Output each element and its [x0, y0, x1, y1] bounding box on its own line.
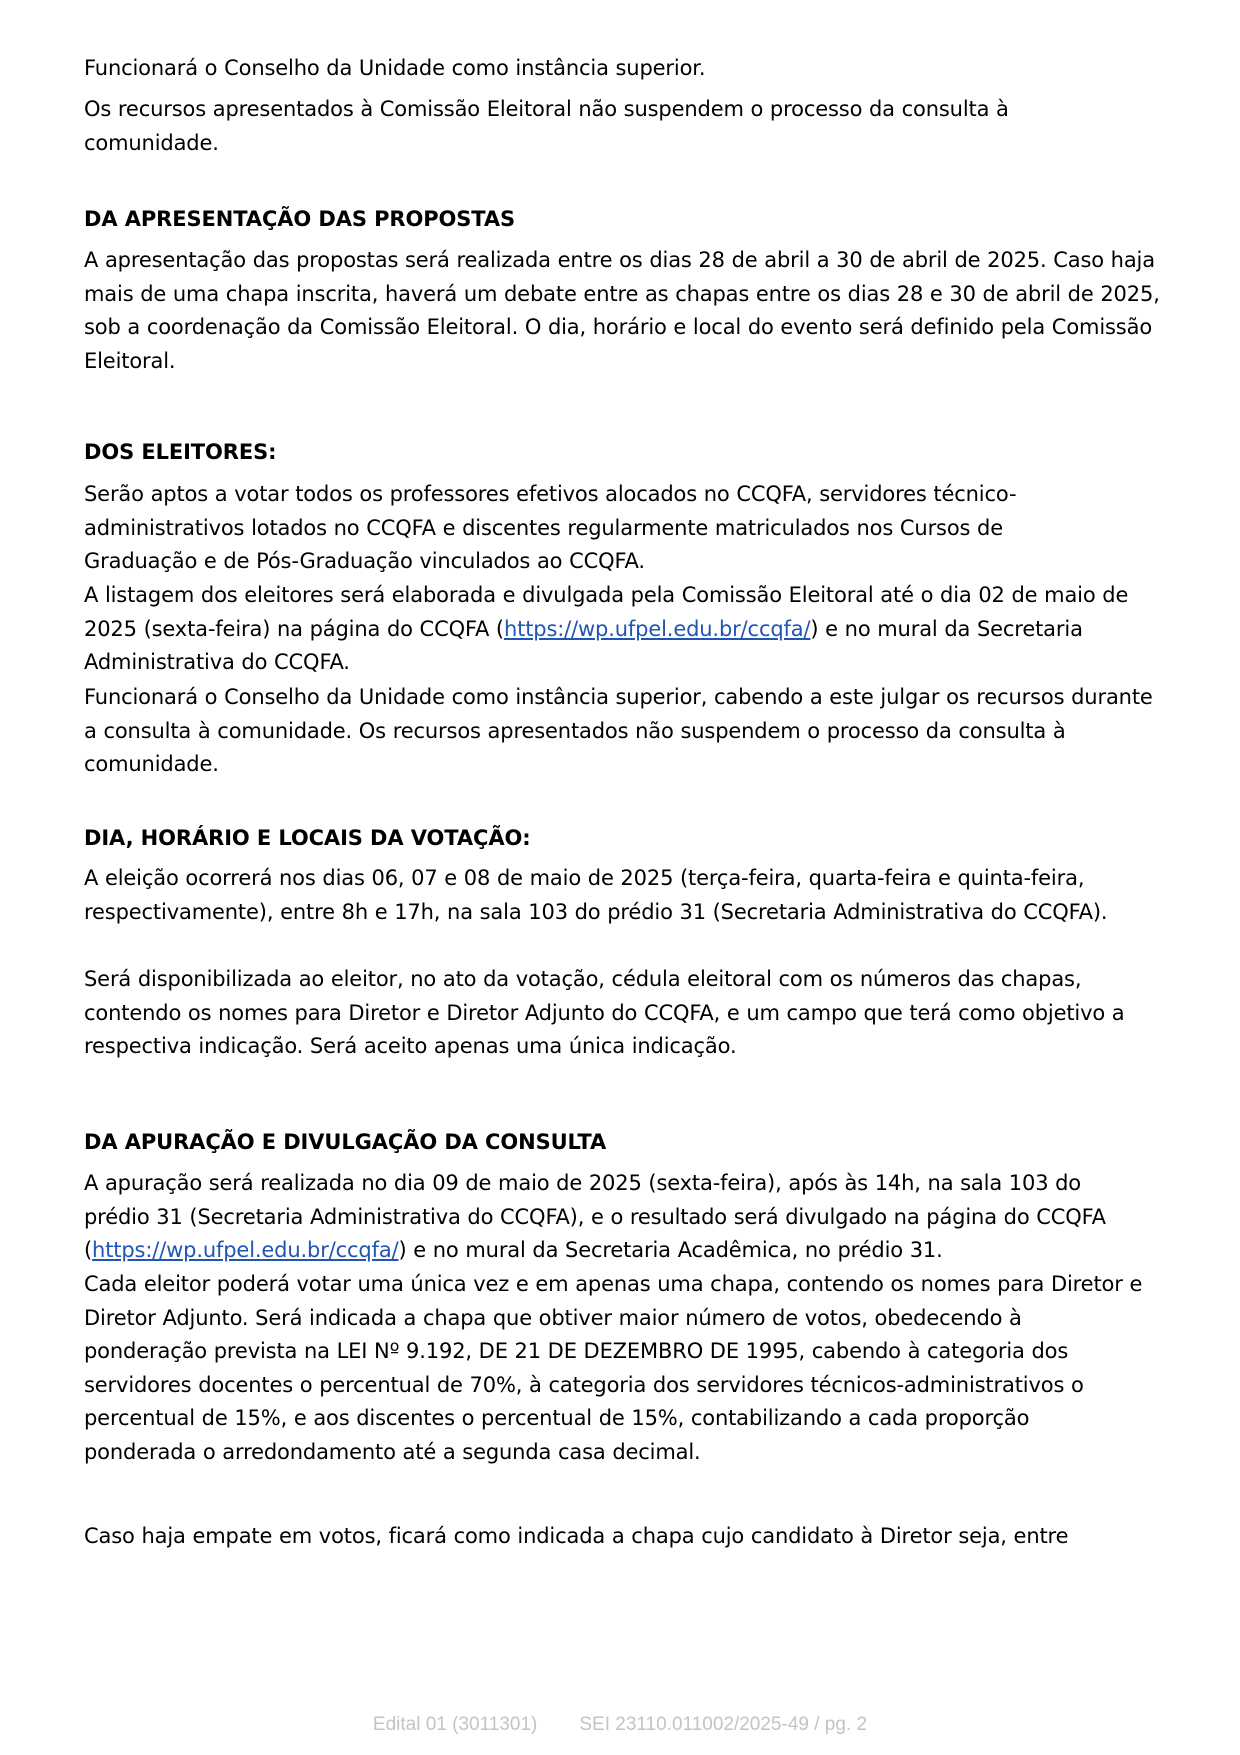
paragraph-text: ) e no mural da Secretaria Acadêmica, no prédio 31. — [398, 1238, 943, 1262]
paragraph: Cada eleitor poderá votar uma única vez e em apenas uma chapa, contendo os nomes para Diretor e Diretor Adjunto. Será indicada a chapa que obtiver maior número de votos, obedecendo à ponderação prevista na LEI Nº 9.192, DE 21 DE DEZEMBRO DE 1995, cabendo à categoria dos servidores docentes o percentual de 70%, à categoria dos servidores técnicos-administrativos o percentual de 15%, e aos discentes o percentual de 15%, contabilizando a cada proporção ponderada o arredondamento até a segunda casa decimal. — [84, 1272, 1143, 1464]
paragraph — [84, 579, 1134, 680]
paragraph: A apresentação das propostas será realizada entre os dias 28 de abril a 30 de abril de 2025. Caso haja mais de uma chapa inscrita, haverá um debate entre as chapas entre os dias 28 e 30 de abril de 2025, sob a coordenação da Comissão Eleitoral. O dia, horário e local do evento será definido pela Comissão Eleitoral. — [84, 248, 1160, 373]
paragraph — [84, 1167, 1144, 1268]
paragraph-text: A listagem dos eleitores será elaborada e divulgada pela Comissão Eleitoral até o dia 02 de maio de 2025 (sexta-feira) na página do CCQFA ( — [84, 583, 1129, 641]
paragraph: Será disponibilizada ao eleitor, no ato da votação, cédula eleitoral com os números das chapas, contendo os nomes para Diretor e Diretor Adjunto do CCQFA, e um campo que terá como objetivo a respectiva indicação. Será aceito apenas uma única indicação. — [84, 967, 1125, 1058]
paragraph: Serão aptos a votar todos os professores efetivos alocados no CCQFA, servidores técnico-administrativos lotados no CCQFA e discentes regularmente matriculados nos Cursos de Graduação e de Pós-Graduação vinculados ao CCQFA. — [84, 482, 1017, 573]
paragraph: Funcionará o Conselho da Unidade como instância superior. — [84, 56, 706, 80]
process-number: SEI 23110.011002/2025-49 / pg. 2 — [579, 1714, 868, 1735]
ccqfa-link[interactable]: https://wp.ufpel.edu.br/ccqfa/ — [503, 616, 811, 641]
section-heading: DIA, HORÁRIO E LOCAIS DA VOTAÇÃO: — [84, 826, 531, 850]
paragraph: A eleição ocorrerá nos dias 06, 07 e 08 de maio de 2025 (terça-feira, quarta-feira e quinta-feira, respectivamente), entre 8h e 17h, na sala 103 do prédio 31 (Secretaria Administrativa do CCQFA). — [84, 866, 1108, 924]
paragraph: Os recursos apresentados à Comissão Eleitoral não suspendem o processo da consulta à comunidade. — [84, 97, 1009, 155]
section-heading: DA APURAÇÃO E DIVULGAÇÃO DA CONSULTA — [84, 1130, 607, 1154]
section-heading: DOS ELEITORES: — [84, 440, 277, 464]
paragraph-text: A apuração será realizada no dia 09 de maio de 2025 (sexta-feira), após às 14h, na sala 103 do prédio 31 (Secretaria Administrativa do CCQFA), e o resultado será divulgado na página do CCQFA ( — [84, 1171, 1106, 1262]
paragraph: Funcionará o Conselho da Unidade como instância superior, cabendo a este julgar os recursos durante a consulta à comunidade. Os recursos apresentados não suspendem o processo da consulta à comunidade. — [84, 685, 1153, 776]
ccqfa-link[interactable]: https://wp.ufpel.edu.br/ccqfa/ — [92, 1238, 399, 1262]
section-heading: DA APRESENTAÇÃO DAS PROPOSTAS — [84, 207, 516, 231]
paragraph-text: ) e no mural da Secretaria Administrativa do CCQFA. — [84, 616, 1083, 674]
page-footer — [0, 1714, 1240, 1736]
document-id: Edital 01 (3011301) — [372, 1714, 538, 1735]
paragraph: Caso haja empate em votos, ficará como indicada a chapa cujo candidato à Diretor seja, entre — [84, 1524, 1069, 1548]
